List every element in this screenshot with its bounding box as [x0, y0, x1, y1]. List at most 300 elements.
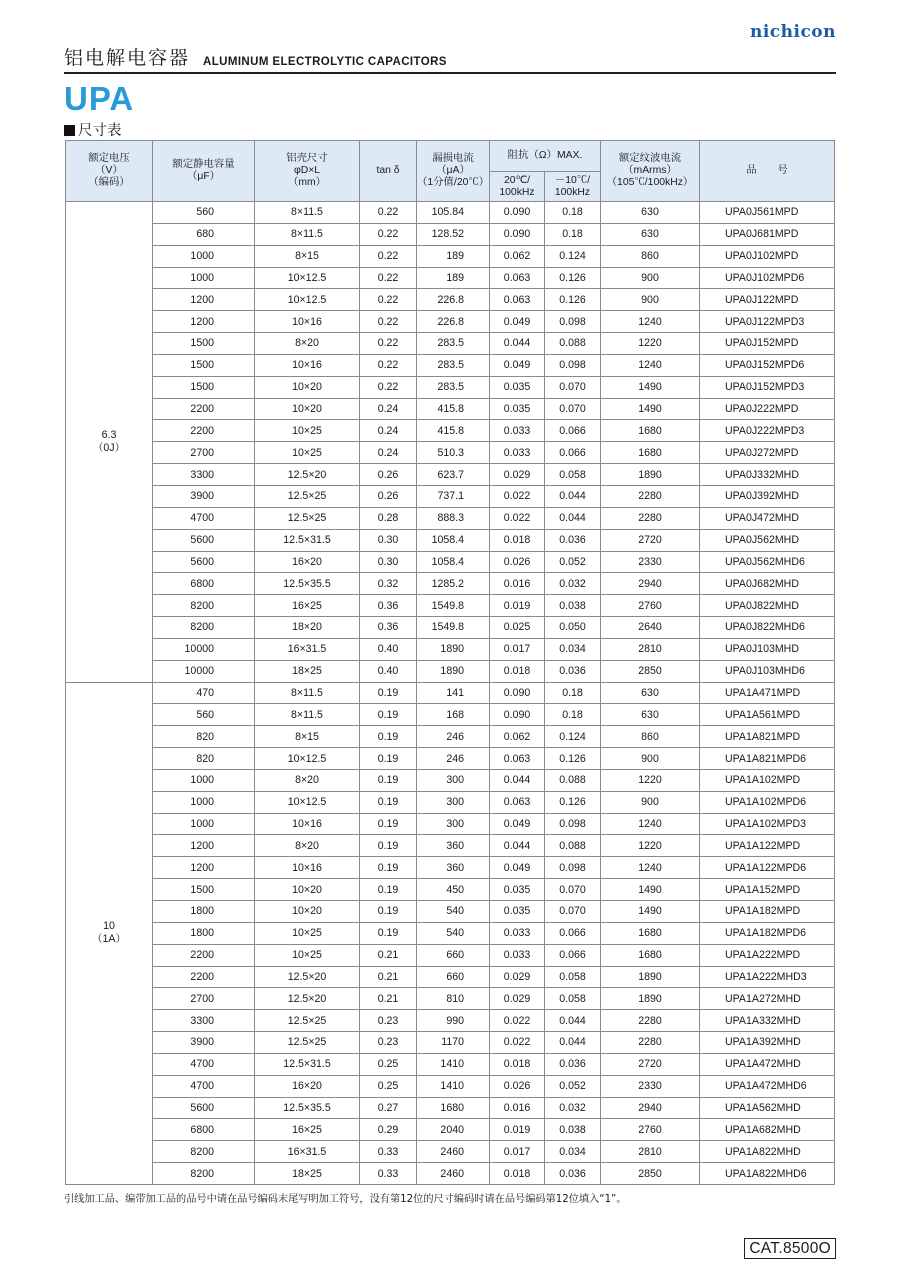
impedance-20c-cell: 0.090 [490, 682, 545, 704]
impedance-minus10c-cell: 0.034 [545, 1141, 601, 1163]
part-number-cell: UPA0J561MPD [700, 202, 835, 224]
impedance-minus10c-cell: 0.052 [545, 551, 601, 573]
ripple-cell: 1680 [601, 442, 700, 464]
tan-delta-cell: 0.19 [360, 748, 417, 770]
leakage-cell: 246 [417, 748, 490, 770]
leakage-cell: 1058.4 [417, 529, 490, 551]
capacitance-cell: 6800 [153, 1119, 255, 1141]
leakage-cell: 450 [417, 879, 490, 901]
table-row [66, 835, 835, 857]
ripple-cell: 2280 [601, 507, 700, 529]
capacitance-cell: 1500 [153, 354, 255, 376]
table-row [66, 1075, 835, 1097]
case-size-cell: 16×31.5 [255, 638, 360, 660]
tan-delta-cell: 0.28 [360, 507, 417, 529]
impedance-minus10c-cell: 0.050 [545, 617, 601, 639]
case-size-cell: 10×20 [255, 376, 360, 398]
case-size-cell: 10×12.5 [255, 748, 360, 770]
impedance-20c-cell: 0.090 [490, 704, 545, 726]
impedance-20c-cell: 0.033 [490, 922, 545, 944]
tan-delta-cell: 0.19 [360, 879, 417, 901]
capacitance-cell: 4700 [153, 1053, 255, 1075]
leakage-cell: 1410 [417, 1053, 490, 1075]
catalog-number: CAT.8500O [744, 1238, 836, 1259]
table-row [66, 485, 835, 507]
impedance-20c-cell: 0.035 [490, 376, 545, 398]
tan-delta-cell: 0.19 [360, 813, 417, 835]
ripple-cell: 2720 [601, 529, 700, 551]
table-row [66, 857, 835, 879]
impedance-minus10c-cell: 0.044 [545, 1032, 601, 1054]
part-number-cell: UPA1A822MHD [700, 1141, 835, 1163]
ripple-cell: 2810 [601, 638, 700, 660]
impedance-20c-cell: 0.063 [490, 289, 545, 311]
part-number-cell: UPA0J562MHD6 [700, 551, 835, 573]
impedance-20c-cell: 0.022 [490, 1032, 545, 1054]
table-row [66, 638, 835, 660]
capacitance-cell: 1500 [153, 879, 255, 901]
table-row [66, 267, 835, 289]
part-number-cell: UPA0J222MPD3 [700, 420, 835, 442]
case-size-cell: 8×11.5 [255, 223, 360, 245]
impedance-20c-cell: 0.029 [490, 464, 545, 486]
table-row [66, 573, 835, 595]
tan-delta-cell: 0.22 [360, 311, 417, 333]
table-row [66, 704, 835, 726]
impedance-minus10c-cell: 0.036 [545, 1053, 601, 1075]
leakage-cell: 1058.4 [417, 551, 490, 573]
impedance-minus10c-cell: 0.044 [545, 1010, 601, 1032]
table-row [66, 223, 835, 245]
tan-delta-cell: 0.26 [360, 485, 417, 507]
leakage-cell: 1285.2 [417, 573, 490, 595]
part-number-cell: UPA0J332MHD [700, 464, 835, 486]
impedance-20c-cell: 0.033 [490, 442, 545, 464]
ripple-cell: 1220 [601, 769, 700, 791]
part-number-cell: UPA1A102MPD [700, 769, 835, 791]
leakage-cell: 990 [417, 1010, 490, 1032]
tan-delta-cell: 0.22 [360, 354, 417, 376]
case-size-cell: 18×25 [255, 1163, 360, 1185]
impedance-20c-cell: 0.063 [490, 791, 545, 813]
impedance-20c-cell: 0.016 [490, 573, 545, 595]
ripple-cell: 2280 [601, 485, 700, 507]
case-size-cell: 8×11.5 [255, 202, 360, 224]
ripple-cell: 1240 [601, 311, 700, 333]
tan-delta-cell: 0.22 [360, 289, 417, 311]
leakage-cell: 226.8 [417, 311, 490, 333]
capacitance-cell: 2700 [153, 442, 255, 464]
impedance-20c-cell: 0.029 [490, 966, 545, 988]
section-heading [64, 119, 122, 140]
tan-delta-cell: 0.33 [360, 1163, 417, 1185]
impedance-20c-cell: 0.063 [490, 748, 545, 770]
table-row [66, 289, 835, 311]
leakage-cell: 300 [417, 813, 490, 835]
tan-delta-cell: 0.40 [360, 660, 417, 682]
tan-delta-cell: 0.36 [360, 595, 417, 617]
case-size-cell: 10×16 [255, 813, 360, 835]
case-size-cell: 8×11.5 [255, 704, 360, 726]
tan-delta-cell: 0.33 [360, 1141, 417, 1163]
impedance-minus10c-cell: 0.044 [545, 507, 601, 529]
impedance-20c-cell: 0.049 [490, 354, 545, 376]
case-size-cell: 8×20 [255, 333, 360, 355]
part-number-cell: UPA1A821MPD6 [700, 748, 835, 770]
case-size-cell: 16×25 [255, 1119, 360, 1141]
table-row [66, 333, 835, 355]
part-number-cell: UPA1A182MPD [700, 901, 835, 923]
table-row [66, 966, 835, 988]
impedance-20c-cell: 0.018 [490, 1053, 545, 1075]
page-title-en: ALUMINUM ELECTROLYTIC CAPACITORS [203, 56, 447, 68]
part-number-cell: UPA0J682MHD [700, 573, 835, 595]
ripple-cell: 2330 [601, 551, 700, 573]
case-size-cell: 8×11.5 [255, 682, 360, 704]
ripple-cell: 2940 [601, 1097, 700, 1119]
impedance-minus10c-cell: 0.034 [545, 638, 601, 660]
table-row [66, 442, 835, 464]
impedance-minus10c-cell: 0.18 [545, 704, 601, 726]
part-number-cell: UPA0J152MPD6 [700, 354, 835, 376]
impedance-20c-cell: 0.044 [490, 333, 545, 355]
leakage-cell: 283.5 [417, 376, 490, 398]
square-bullet-icon [64, 125, 75, 136]
table-row [66, 202, 835, 224]
section-title: 尺寸表 [78, 123, 122, 139]
impedance-minus10c-cell: 0.124 [545, 245, 601, 267]
leakage-cell: 2040 [417, 1119, 490, 1141]
leakage-cell: 283.5 [417, 333, 490, 355]
tan-delta-cell: 0.24 [360, 420, 417, 442]
table-row [66, 376, 835, 398]
capacitance-cell: 3300 [153, 1010, 255, 1032]
leakage-cell: 283.5 [417, 354, 490, 376]
capacitance-cell: 1000 [153, 813, 255, 835]
case-size-cell: 8×15 [255, 245, 360, 267]
table-row [66, 988, 835, 1010]
table-body [66, 202, 835, 1185]
tan-delta-cell: 0.19 [360, 857, 417, 879]
impedance-minus10c-cell: 0.098 [545, 857, 601, 879]
leakage-cell: 415.8 [417, 398, 490, 420]
capacitance-cell: 1000 [153, 267, 255, 289]
ripple-cell: 1680 [601, 420, 700, 442]
ripple-cell: 900 [601, 289, 700, 311]
table-row [66, 529, 835, 551]
table-row [66, 682, 835, 704]
ripple-cell: 2330 [601, 1075, 700, 1097]
part-number-cell: UPA1A561MPD [700, 704, 835, 726]
table-row [66, 660, 835, 682]
leakage-cell: 623.7 [417, 464, 490, 486]
case-size-cell: 10×25 [255, 420, 360, 442]
impedance-minus10c-cell: 0.036 [545, 529, 601, 551]
tan-delta-cell: 0.21 [360, 944, 417, 966]
impedance-minus10c-cell: 0.126 [545, 791, 601, 813]
leakage-cell: 1410 [417, 1075, 490, 1097]
case-size-cell: 10×20 [255, 901, 360, 923]
series-name: UPA [64, 80, 135, 117]
tan-delta-cell: 0.27 [360, 1097, 417, 1119]
capacitance-cell: 2200 [153, 944, 255, 966]
impedance-minus10c-cell: 0.18 [545, 682, 601, 704]
table-row [66, 1032, 835, 1054]
part-number-cell: UPA0J152MPD3 [700, 376, 835, 398]
ripple-cell: 1490 [601, 879, 700, 901]
ripple-cell: 1490 [601, 376, 700, 398]
capacitance-cell: 1800 [153, 901, 255, 923]
case-size-cell: 12.5×25 [255, 1010, 360, 1032]
header-ripple-current: 额定纹波电流 （mArms） （105℃/100kHz） [601, 141, 700, 202]
tan-delta-cell: 0.19 [360, 901, 417, 923]
case-size-cell: 10×20 [255, 398, 360, 420]
case-size-cell: 10×16 [255, 857, 360, 879]
leakage-cell: 737.1 [417, 485, 490, 507]
case-size-cell: 16×20 [255, 1075, 360, 1097]
ripple-cell: 1490 [601, 901, 700, 923]
impedance-minus10c-cell: 0.088 [545, 769, 601, 791]
leakage-cell: 510.3 [417, 442, 490, 464]
table-row [66, 1053, 835, 1075]
impedance-minus10c-cell: 0.038 [545, 595, 601, 617]
ripple-cell: 630 [601, 682, 700, 704]
capacitance-cell: 1000 [153, 769, 255, 791]
ripple-cell: 2850 [601, 1163, 700, 1185]
footnote: 引线加工品、编带加工品的品号中请在品号编码末尾写明加工符号，没有第12位的尺寸编码时请在品号编码第12位填入“1”。 [64, 1194, 627, 1205]
part-number-cell: UPA0J152MPD [700, 333, 835, 355]
table-row [66, 354, 835, 376]
case-size-cell: 12.5×20 [255, 966, 360, 988]
impedance-minus10c-cell: 0.032 [545, 1097, 601, 1119]
header-case-size: 铝壳尺寸 φD×L （mm） [255, 141, 360, 202]
header-part-number: 品 号 [700, 141, 835, 202]
part-number-cell: UPA0J822MHD [700, 595, 835, 617]
part-number-cell: UPA1A682MHD [700, 1119, 835, 1141]
tan-delta-cell: 0.19 [360, 835, 417, 857]
part-number-cell: UPA1A272MHD [700, 988, 835, 1010]
impedance-20c-cell: 0.017 [490, 638, 545, 660]
case-size-cell: 16×31.5 [255, 1141, 360, 1163]
impedance-20c-cell: 0.022 [490, 1010, 545, 1032]
impedance-20c-cell: 0.022 [490, 485, 545, 507]
impedance-minus10c-cell: 0.124 [545, 726, 601, 748]
table-row [66, 617, 835, 639]
part-number-cell: UPA1A102MPD3 [700, 813, 835, 835]
capacitance-cell: 680 [153, 223, 255, 245]
tan-delta-cell: 0.22 [360, 245, 417, 267]
ripple-cell: 2720 [601, 1053, 700, 1075]
part-number-cell: UPA1A392MHD [700, 1032, 835, 1054]
tan-delta-cell: 0.29 [360, 1119, 417, 1141]
ripple-cell: 900 [601, 791, 700, 813]
ripple-cell: 2760 [601, 1119, 700, 1141]
tan-delta-cell: 0.23 [360, 1010, 417, 1032]
capacitance-cell: 560 [153, 704, 255, 726]
tan-delta-cell: 0.23 [360, 1032, 417, 1054]
leakage-cell: 2460 [417, 1163, 490, 1185]
case-size-cell: 12.5×25 [255, 1032, 360, 1054]
tan-delta-cell: 0.30 [360, 551, 417, 573]
impedance-20c-cell: 0.044 [490, 835, 545, 857]
table-row [66, 901, 835, 923]
capacitance-cell: 2700 [153, 988, 255, 1010]
table-row [66, 769, 835, 791]
impedance-20c-cell: 0.026 [490, 551, 545, 573]
part-number-cell: UPA0J122MPD [700, 289, 835, 311]
tan-delta-cell: 0.22 [360, 376, 417, 398]
brand-logo: nichicon [749, 22, 836, 42]
header-voltage: 额定电压 （V） （编码） [66, 141, 153, 202]
leakage-cell: 660 [417, 966, 490, 988]
impedance-minus10c-cell: 0.038 [545, 1119, 601, 1141]
impedance-minus10c-cell: 0.066 [545, 442, 601, 464]
impedance-20c-cell: 0.049 [490, 813, 545, 835]
table-row [66, 245, 835, 267]
impedance-20c-cell: 0.035 [490, 901, 545, 923]
capacitance-cell: 1500 [153, 333, 255, 355]
table-row [66, 922, 835, 944]
case-size-cell: 10×25 [255, 922, 360, 944]
impedance-minus10c-cell: 0.052 [545, 1075, 601, 1097]
ripple-cell: 1240 [601, 354, 700, 376]
impedance-20c-cell: 0.018 [490, 529, 545, 551]
leakage-cell: 540 [417, 922, 490, 944]
part-number-cell: UPA1A821MPD [700, 726, 835, 748]
tan-delta-cell: 0.22 [360, 267, 417, 289]
leakage-cell: 189 [417, 267, 490, 289]
impedance-minus10c-cell: 0.058 [545, 464, 601, 486]
part-number-cell: UPA1A472MHD6 [700, 1075, 835, 1097]
header-impedance-minus10c: －10℃/ 100kHz [545, 172, 601, 202]
impedance-minus10c-cell: 0.070 [545, 398, 601, 420]
case-size-cell: 12.5×31.5 [255, 529, 360, 551]
impedance-minus10c-cell: 0.098 [545, 813, 601, 835]
impedance-20c-cell: 0.018 [490, 1163, 545, 1185]
case-size-cell: 12.5×20 [255, 464, 360, 486]
leakage-cell: 128.52 [417, 223, 490, 245]
case-size-cell: 10×16 [255, 311, 360, 333]
impedance-20c-cell: 0.033 [490, 944, 545, 966]
capacitance-cell: 1500 [153, 376, 255, 398]
ripple-cell: 2640 [601, 617, 700, 639]
impedance-minus10c-cell: 0.18 [545, 223, 601, 245]
table-row [66, 1119, 835, 1141]
case-size-cell: 8×20 [255, 835, 360, 857]
leakage-cell: 2460 [417, 1141, 490, 1163]
capacitance-cell: 8200 [153, 617, 255, 639]
ripple-cell: 2760 [601, 595, 700, 617]
impedance-minus10c-cell: 0.126 [545, 748, 601, 770]
table-row [66, 464, 835, 486]
leakage-cell: 300 [417, 769, 490, 791]
case-size-cell: 10×16 [255, 354, 360, 376]
impedance-20c-cell: 0.019 [490, 1119, 545, 1141]
case-size-cell: 18×25 [255, 660, 360, 682]
tan-delta-cell: 0.40 [360, 638, 417, 660]
ripple-cell: 630 [601, 202, 700, 224]
capacitance-cell: 560 [153, 202, 255, 224]
part-number-cell: UPA1A562MHD [700, 1097, 835, 1119]
part-number-cell: UPA0J272MPD [700, 442, 835, 464]
part-number-cell: UPA1A122MPD [700, 835, 835, 857]
impedance-20c-cell: 0.035 [490, 879, 545, 901]
table-row [66, 595, 835, 617]
tan-delta-cell: 0.22 [360, 223, 417, 245]
capacitance-cell: 8200 [153, 595, 255, 617]
capacitance-cell: 10000 [153, 660, 255, 682]
ripple-cell: 1890 [601, 464, 700, 486]
capacitance-cell: 3900 [153, 1032, 255, 1054]
impedance-20c-cell: 0.018 [490, 660, 545, 682]
impedance-20c-cell: 0.044 [490, 769, 545, 791]
impedance-minus10c-cell: 0.066 [545, 922, 601, 944]
impedance-minus10c-cell: 0.098 [545, 311, 601, 333]
ripple-cell: 630 [601, 704, 700, 726]
ripple-cell: 900 [601, 267, 700, 289]
part-number-cell: UPA1A471MPD [700, 682, 835, 704]
part-number-cell: UPA0J102MPD [700, 245, 835, 267]
leakage-cell: 226.8 [417, 289, 490, 311]
capacitance-cell: 5600 [153, 1097, 255, 1119]
table-row [66, 1141, 835, 1163]
tan-delta-cell: 0.19 [360, 922, 417, 944]
impedance-minus10c-cell: 0.044 [545, 485, 601, 507]
part-number-cell: UPA0J822MHD6 [700, 617, 835, 639]
capacitance-cell: 3300 [153, 464, 255, 486]
leakage-cell: 810 [417, 988, 490, 1010]
case-size-cell: 12.5×20 [255, 988, 360, 1010]
case-size-cell: 12.5×31.5 [255, 1053, 360, 1075]
capacitance-cell: 2200 [153, 398, 255, 420]
tan-delta-cell: 0.19 [360, 682, 417, 704]
table-row [66, 507, 835, 529]
leakage-cell: 168 [417, 704, 490, 726]
table-row [66, 398, 835, 420]
impedance-20c-cell: 0.017 [490, 1141, 545, 1163]
leakage-cell: 1170 [417, 1032, 490, 1054]
impedance-20c-cell: 0.063 [490, 267, 545, 289]
impedance-20c-cell: 0.062 [490, 245, 545, 267]
leakage-cell: 1549.8 [417, 595, 490, 617]
impedance-minus10c-cell: 0.032 [545, 573, 601, 595]
table-row [66, 813, 835, 835]
ripple-cell: 900 [601, 748, 700, 770]
leakage-cell: 1680 [417, 1097, 490, 1119]
part-number-cell: UPA1A222MPD [700, 944, 835, 966]
impedance-minus10c-cell: 0.058 [545, 966, 601, 988]
impedance-20c-cell: 0.049 [490, 311, 545, 333]
header-impedance: 阻抗（Ω）MAX. [490, 141, 601, 172]
case-size-cell: 18×20 [255, 617, 360, 639]
impedance-20c-cell: 0.025 [490, 617, 545, 639]
capacitance-cell: 2200 [153, 420, 255, 442]
part-number-cell: UPA1A182MPD6 [700, 922, 835, 944]
capacitance-cell: 1800 [153, 922, 255, 944]
table-header [66, 141, 835, 202]
part-number-cell: UPA0J103MHD6 [700, 660, 835, 682]
case-size-cell: 8×20 [255, 769, 360, 791]
ripple-cell: 1490 [601, 398, 700, 420]
tan-delta-cell: 0.22 [360, 202, 417, 224]
ripple-cell: 1240 [601, 813, 700, 835]
voltage-cell: 6.3 （0J） [66, 202, 153, 683]
capacitance-cell: 820 [153, 726, 255, 748]
case-size-cell: 16×25 [255, 595, 360, 617]
part-number-cell: UPA0J562MHD [700, 529, 835, 551]
leakage-cell: 1549.8 [417, 617, 490, 639]
header-leakage-current: 漏损电流 （μA） （1分值/20℃） [417, 141, 490, 202]
